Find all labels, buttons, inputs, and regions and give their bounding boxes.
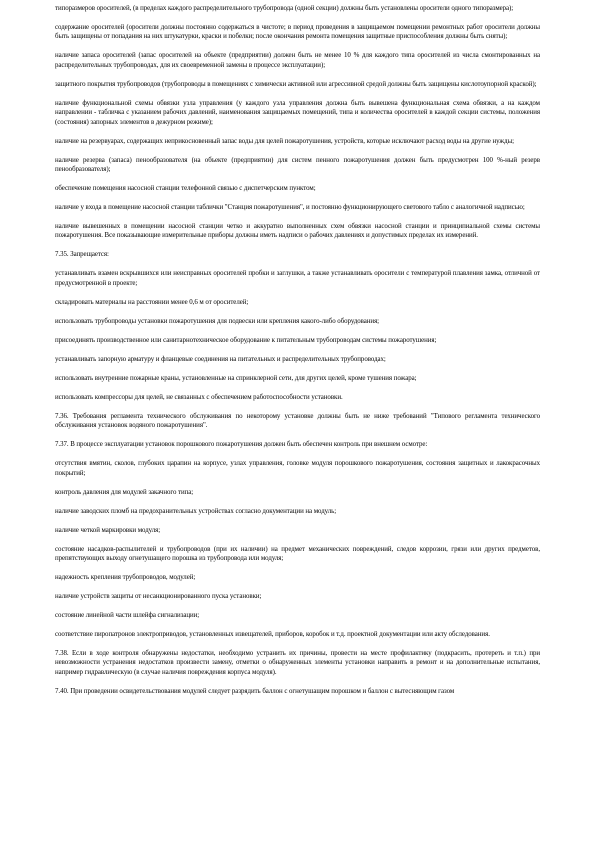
paragraph: наличие у входа в помещение насосной станции таблички "Станция пожаротушения", и постоянно функционирующего светового табло с аналогичной надписью; [55,204,525,212]
paragraph: использовать трубопроводы установки пожаротушения для подвески или крепления какого-либо оборудования; [55,317,380,325]
paragraph: состояние линейной части шлейфа сигнализации; [55,612,200,620]
document-body [55,4,540,696]
paragraph: присоединять производственное или санитарнотехническое оборудование к питательным трубопроводам системы пожаротушения; [55,336,437,344]
paragraph: наличие запаса оросителей (запас оросителей на объекте (предприятии) должен быть не менее 10 % для каждого типа оросителей из числа смонтированных на распределительных трубопроводах, для их своевременной замены в процессе эксплуатации); [55,52,540,69]
paragraph: наличие на резервуарах, содержащих неприкосновенный запас воды для целей пожаротушения, устройств, которые исключают расход воды на другие нужды; [55,137,515,145]
section-paragraph: 7.38. Если в ходе контроля обнаружены недостатки, необходимо устранить их причины, провести на месте профилактику (подкрасить, протереть и т.п.) при невозможности устранения недостатков произвести замену, отметки о обнаруженных элементы установки направить в ремонт и на дополнительные испытания, например гидравлическую (в случае наличия повреждения корпуса модуля). [55,650,540,676]
paragraph: устанавливать запорную арматуру и фланцевые соединения на питательных и распределительных трубопроводах; [55,355,386,363]
paragraph: использовать компрессоры для целей, не связанных с обеспечением работоспособности установки. [55,393,343,401]
paragraph: содержание оросителей (оросители должны постоянно содержаться в чистоте; в период проведения в защищаемом помещении ремонтных работ оросители должны быть защищены от попадания на них штукатурки, краски и побелки; после окончания ремонта помещения защитные приспособления должны быть сняты); [55,24,540,41]
paragraph: соответствие пиропатронов электроприводов, установленных извещателей, приборов, коробок и т.д. проектной документации или акту обследования. [55,631,490,639]
paragraph: наличие вывешенных в помещении насосной станции четко и аккуратно выполненных схем обвязки насосной станции и принципиальной схемы системы пожаротушения. Все показывающие измерительные приборы должны иметь надписи о рабочих давлениях и допустимых пределах их измерений. [55,223,540,240]
paragraph: наличие функциональной схемы обвязки узла управления (у каждого узла управления должна быть вывешена функциональная схема обвязки, а на каждом направлении - табличка с указанием рабочих давлений, наименования защищаемых помещений, типа и количества оросителей в каждой секции системы, положения (состояния) запорных элементов в дежурном режиме); [55,99,540,126]
section-heading: 7.35. Запрещается: [55,251,109,259]
paragraph: обеспечение помещения насосной станции телефонной связью с диспетчерским пунктом; [55,185,316,193]
paragraph: отсутствия вмятин, сколов, глубоких царапин на корпусе, узлах управления, головке модуля порошкового пожаротушения, состояния защитных и лакокрасочных покрытий; [55,460,540,477]
paragraph: защитного покрытия трубопроводов (трубопроводы в помещениях с химически активной или агрессивной средой должны быть защищены кислотоупорной краской); [55,80,537,88]
paragraph: надежность крепления трубопроводов, модулей; [55,574,196,582]
paragraph: использовать внутренние пожарные краны, установленные на спринклерной сети, для других целей, кроме тушения пожара; [55,374,417,382]
paragraph: наличие четкой маркировки модуля; [55,526,161,534]
paragraph: состояние насадков-распылителей и трубопроводов (при их наличии) на предмет механических повреждений, следов коррозии, грязи или других предметов, препятствующих выходу огнетушащего порошка из трубопровода или модуля; [55,545,540,563]
paragraph: устанавливать взамен вскрывшихся или неисправных оросителей пробки и заглушки, а также устанавливать оросители с температурой плавления замка, отличной от предусмотренной в проекте; [55,270,540,287]
section-paragraph: 7.36. Требования регламента технического обслуживания по некоторому установке должны быть не ниже требований "Типового регламента технического обслуживания установок водяного пожаротушения". [55,412,540,430]
paragraph: складировать материалы на расстоянии менее 0,6 м от оросителей; [55,298,249,306]
paragraph: наличие заводских пломб на предохранительных устройствах согласно документации на модуль; [55,507,337,515]
paragraph: наличие резерва (запаса) пенообразователя (на объекте (предприятии) для систем пенного пожаротушения должен быть предусмотрен 100 %-ный резерв пенообразователя); [55,156,540,174]
section-paragraph: 7.40. При проведении освидетельствования модулей следует разрядить баллон с огнетушащим порошком и баллон с вытесняющим газом [55,687,455,695]
paragraph: типоразмеров оросителей, (в пределах каждого распределительного трубопровода (одной секции) должны быть установлены оросители одного типоразмера); [55,5,514,12]
paragraph: контроль давления для модулей закачного типа; [55,488,194,496]
section-paragraph: 7.37. В процессе эксплуатации установок порошкового пожаротушения должен быть обеспечен контроль при внешнем осмотре: [55,441,428,449]
paragraph: наличие устройств защиты от несанкционированного пуска установки; [55,593,262,601]
